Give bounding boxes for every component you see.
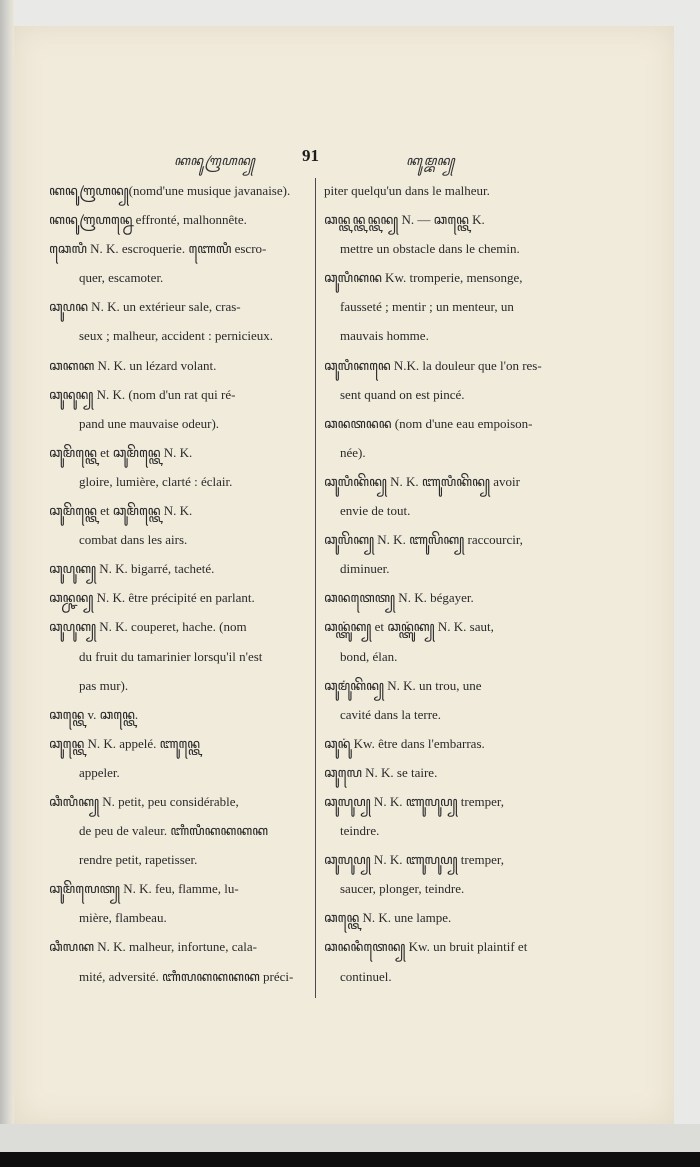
entry-line: ꦕꦸꦩꦼꦤ꧀ꦠꦺ et ꦕꦸꦩꦼꦤ꧀ꦠꦺ N. K. xyxy=(49,444,193,460)
entry-line: ꦏꦤꦸꦒꦿꦲꦤ꧀ꦤꦺ effronté, malhonnête. xyxy=(49,212,247,228)
entry-line: mettre un obstacle dans le chemin. xyxy=(340,241,520,257)
entry-line: mauvais homme. xyxy=(340,328,429,344)
entry-line: ꦕꦸꦩꦸꦁꦏꦼꦤ꧀ N. K. un trou, une xyxy=(324,677,482,693)
entry-line: ꦕꦺꦭꦶ N. K. escroquerie. ꦚꦺꦭꦶ escro- xyxy=(49,241,267,257)
entry-line: ꦕꦸꦥꦤ N. K. un extérieur sale, cras- xyxy=(49,299,241,315)
dictionary-entry xyxy=(49,787,316,874)
entry-line: saucer, plonger, teindre. xyxy=(340,881,465,897)
entry-line: ꦕꦤ꧀ꦠꦺ v. ꦕꦤ꧀ꦠꦺ. xyxy=(49,706,139,722)
scan-bottom-margin xyxy=(0,1124,700,1152)
dictionary-entry xyxy=(324,351,574,409)
entry-line: pand une mauvaise odeur). xyxy=(79,415,220,431)
entry-line: ꦕꦸꦭꦶꦏꦤꦺ N.K. la douleur que l'on res- xyxy=(324,357,542,373)
entry-line: ꦕꦸꦭꦸꦥ꧀ N. K. ꦚꦸꦭꦸꦥ꧀ tremper, xyxy=(324,793,504,809)
dictionary-entry xyxy=(324,903,574,932)
dictionary-entry xyxy=(324,845,574,903)
entry-line: sent quand on est pincé. xyxy=(340,386,465,402)
entry-line: bond, élan. xyxy=(340,648,398,664)
dictionary-entry xyxy=(324,671,574,729)
scan-left-edge xyxy=(0,0,14,1167)
entry-line: ꦕꦸꦩꦼꦤ꧀ꦠꦺ et ꦕꦸꦩꦼꦤ꧀ꦠꦺ N. K. xyxy=(49,503,193,519)
entry-line: ꦕꦏꦏ N. K. un lézard volant. xyxy=(49,357,217,373)
entry-line: ꦕꦤ꧀ꦠꦤ꧀ꦠꦤ꧀ꦠꦤ꧀ N. — ꦕꦤ꧀ꦠꦺ K. xyxy=(324,212,485,228)
dictionary-entry xyxy=(49,729,316,787)
entry-line: ꦕꦸꦤꦸꦤ꧀ N. K. (nom d'un rat qui ré- xyxy=(49,386,236,402)
entry-line: ꦕꦸꦩꦼꦭꦺꦠ꧀ N. K. feu, flamme, lu- xyxy=(49,881,239,897)
entry-line: ꦕꦸꦭꦺ N. K. se taire. xyxy=(324,764,438,780)
entry-line: gloire, lumière, clarté : éclair. xyxy=(79,473,233,489)
entry-line: du fruit du tamarinier lorsqu'il n'est xyxy=(79,648,263,664)
entry-line: ꦕꦤ꧀ꦠꦸꦁꦏ꧀ et ꦕꦤ꧀ꦠꦸꦁꦏ꧀ N. K. saut, xyxy=(324,619,494,635)
right-column xyxy=(324,176,574,991)
entry-line: ꦏꦤꦸꦒꦿꦲꦤ꧀(nomd'une musique javanaise). xyxy=(49,183,291,198)
dictionary-entry xyxy=(49,700,316,729)
entry-line: fausseté ; mentir ; un menteur, un xyxy=(340,299,514,315)
entry-line: ꦕꦸꦥꦸꦏ꧀ N. K. couperet, hache. (nom xyxy=(49,619,247,635)
dictionary-entry xyxy=(49,612,316,699)
dictionary-entry xyxy=(49,438,316,496)
dictionary-entry xyxy=(49,380,316,438)
scan-bottom-bar xyxy=(0,1152,700,1167)
entry-line: quer, escamoter. xyxy=(79,270,164,286)
right-running-title: ꦏꦸꦩ꧀ꦧꦤ꧀ xyxy=(406,153,455,168)
entry-line: mière, flambeau. xyxy=(79,910,167,926)
dictionary-entry xyxy=(324,612,574,670)
entry-line: combat dans les airs. xyxy=(79,532,188,548)
dictionary-entry xyxy=(324,583,574,612)
book-page xyxy=(14,26,674,1124)
entry-line: ꦕꦶꦭꦏ N. K. malheur, infortune, cala- xyxy=(49,939,257,955)
dictionary-entry xyxy=(324,932,574,990)
dictionary-entry xyxy=(324,205,574,263)
entry-line: ꦕꦤ꧀ꦠꦺ N. K. une lampe. xyxy=(324,910,452,926)
entry-line: ꦕꦸꦭꦶꦏꦼꦤ꧀ N. K. ꦚꦸꦭꦶꦏꦼꦤ꧀ avoir xyxy=(324,473,520,489)
dictionary-entry xyxy=(49,554,316,583)
entry-line: seux ; malheur, accident : pernicieux. xyxy=(79,328,274,344)
entry-line: ꦕꦸꦤꦸꦁ Kw. être dans l'embarras. xyxy=(324,735,485,751)
entry-line: pas mur). xyxy=(79,677,129,693)
entry-line: ꦕꦸꦭꦶꦏꦤ Kw. tromperie, mensonge, xyxy=(324,270,523,286)
entry-line: cavité dans la terre. xyxy=(340,706,442,722)
entry-line: ꦕꦤꦠꦺꦠ꧀ N. K. bégayer. xyxy=(324,590,474,606)
entry-line: diminuer. xyxy=(340,561,390,577)
entry-line: mité, adversité. ꦚꦶꦭꦏꦏꦏꦏ préci- xyxy=(79,968,294,984)
entry-line: rendre petit, rapetisser. xyxy=(79,852,198,868)
dictionary-entry xyxy=(324,263,574,350)
dictionary-entry xyxy=(324,467,574,525)
entry-line: ꦕꦤꦤꦶꦠꦺꦤ꧀ Kw. un bruit plaintif et xyxy=(324,939,528,955)
dictionary-entry xyxy=(49,583,316,612)
dictionary-entry xyxy=(49,176,316,205)
running-head xyxy=(14,146,674,172)
entry-line: ꦕꦸꦤ꧀ꦠꦺ N. K. appelé. ꦚꦸꦤ꧀ꦠꦺ xyxy=(49,735,201,751)
dictionary-entry xyxy=(324,787,574,845)
dictionary-entry xyxy=(49,234,316,292)
dictionary-entry xyxy=(49,205,316,234)
dictionary-entry xyxy=(49,496,316,554)
dictionary-entry xyxy=(49,874,316,932)
entry-line: continuel. xyxy=(340,968,392,984)
dictionary-entry xyxy=(324,729,574,758)
dictionary-entry xyxy=(324,176,574,205)
entry-line: née). xyxy=(340,444,366,460)
dictionary-entry xyxy=(49,932,316,990)
dictionary-entry xyxy=(324,409,574,467)
entry-line: piter quelqu'un dans le malheur. xyxy=(324,183,490,198)
dictionary-entry xyxy=(49,351,316,380)
page-number: 91 xyxy=(302,146,319,165)
entry-line: teindre. xyxy=(340,823,380,839)
entry-line: ꦕꦸꦥꦸꦏ꧀ N. K. bigarré, tacheté. xyxy=(49,561,215,577)
entry-line: envie de tout. xyxy=(340,503,411,519)
entry-line: ꦕꦤꦠꦤꦤ (nom d'une eau empoison- xyxy=(324,415,533,431)
entry-line: appeler. xyxy=(79,764,120,780)
dictionary-entry xyxy=(324,525,574,583)
left-running-title: ꦏꦤꦸꦒꦿꦲꦤ꧀ xyxy=(174,153,256,168)
entry-line: ꦕꦤ꧀ꦕꦤ꧀ N. K. être précipité en parlant. xyxy=(49,590,255,606)
left-column xyxy=(49,176,316,991)
column-divider xyxy=(315,178,316,998)
entry-line: de peu de valeur. ꦚꦶꦭꦶꦏꦏꦏꦏ xyxy=(79,823,269,839)
entry-line: ꦕꦸꦭꦼꦏ꧀ N. K. ꦚꦸꦭꦼꦏ꧀ raccourcir, xyxy=(324,532,523,548)
dictionary-entry xyxy=(49,292,316,350)
entry-line: ꦕꦶꦭꦶꦏ꧀ N. petit, peu considérable, xyxy=(49,793,239,809)
dictionary-entry xyxy=(324,758,574,787)
entry-line: ꦕꦸꦭꦸꦥ꧀ N. K. ꦚꦸꦭꦸꦥ꧀ tremper, xyxy=(324,852,504,868)
